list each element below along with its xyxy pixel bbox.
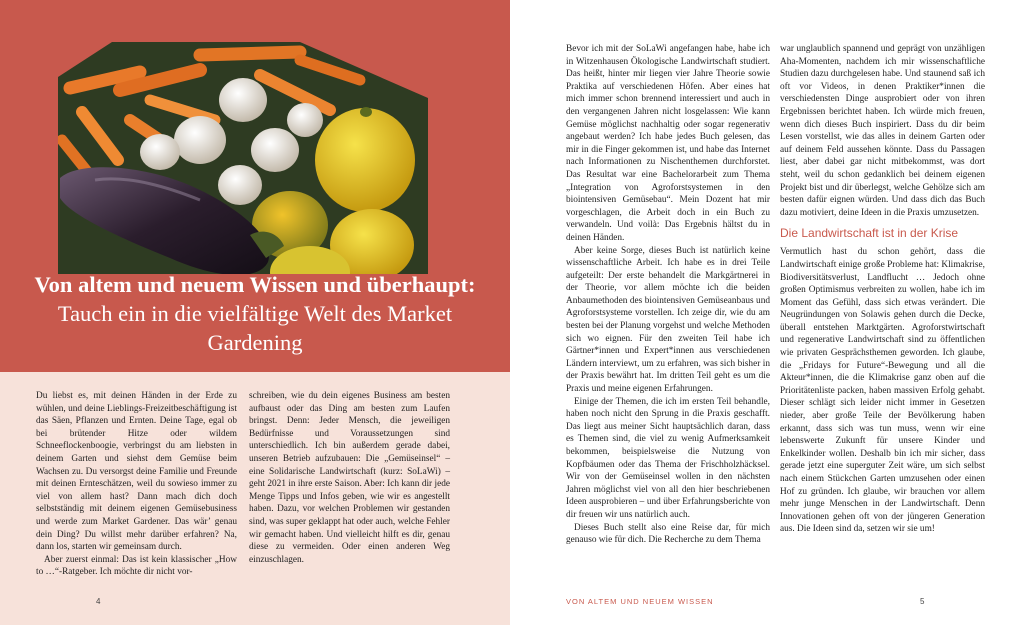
paragraph: Dieses Buch stellt also eine Reise dar, für mich genauso wie für dich. Die Recherche zu dem Thema [566,522,770,546]
running-head: VON ALTEM UND NEUEM WISSEN [566,597,714,606]
left-column-2 [249,390,450,566]
paragraph: Einige der Themen, die ich im ersten Teil behandle, haben noch nicht den Sprung in die Praxis geschafft. Das liegt aus meiner Sicht hauptsächlich daran, dass es Themen sind, die viel zu wenig Aufmerksamkeit bekommen, beispielsweise die Nutzung von Kopfbäumen oder das Thema der Frischholzhäcksel. Wir von der Gemüseinsel wollen in den nächsten Jahren möglichst viel von all den hier beschriebenen Ideen ausprobieren – und über Erfahrungsberichte von dir freuen wir uns natürlich auch. [566,396,770,520]
paragraph: Vermutlich hast du schon gehört, dass die Landwirtschaft einige große Probleme hat: Klimakrise, Biodiversitätsverlust, Landflucht … Jedoch ohne großen Optimismus verbreiten zu wollen, habe ich im Moment das Gefühl, dass sich etwas verändert. Die Neugründungen von Solawis gehen durch die Decke, überall entstehen Marktgärten. Agroforstwirtschaft und regenerative Landwirtschaft sind zu öffentlichen wie privaten Gesprächsthemen geworden. Ich glaube, die „Fridays for Future“-Bewegung und all die Akteur*innen, die die Klimakrise ganz oben auf die Prioritätenliste packen, haben massiven Erfolg gehabt. Dieser schlägt sich leider nicht immer in Gesetzen nieder, aber große Teile der Bevölkerung haben erkannt, dass sich was tun muss, wenn wir eine lebenswerte Zukunft für unsere Kinder und Enkelkinder wollen. Deshalb bin ich mir sicher, dass gerade jetzt eine superguter Zeit wäre, um sich selbst nach einem Stückchen Garten umzusehen oder einen Hof zu gründen. Ich glaube, wir brauchen vor allem mehr junge Menschen in der Landwirtschaft. Denn Innovationen gehen oft von der jüngeren Generation aus. Die Ideen sind da, setzen wir sie um! [780,247,985,535]
hero-banner [0,0,510,372]
left-column-1 [36,390,237,579]
chapter-title-regular: Tauch ein in die vielfältige Welt des Market Gardening [57,301,453,355]
right-page [510,0,1020,625]
paragraph: Aber zuerst einmal: Das ist kein klassischer „How to …“-Ratgeber. Ich möchte dir nicht vor- [36,554,237,578]
paragraph: war unglaublich spannend und geprägt von unzähligen Aha-Momenten, nachdem ich mir wissenschaftliche Studien dazu durchgelesen habe. Und staunend saß ich oft vor Videos, in denen Praktiker*innen die verschiedensten Dinge ausprobiert oder von ihren Ergebnissen berichtet haben. Ich würde mich freuen, wenn dich dieses Buch inspiriert. Dass du dir beim Lesen vorstellst, wie das alles in deinem Garten oder auf deinem Feld aussehen könnte. Dass du Passagen liest, aber dabei gar nicht mitbekommst, was dort steht, weil du schon gedanklich bei deinem eigenen Projekt bist und dir überlegst, welche Gehölze sich am besten dafür eignen würden. Und dass dich das Buch dazu motiviert, deine Ideen in die Praxis umzusetzen. [780,44,985,218]
paragraph: Du liebst es, mit deinen Händen in der Erde zu wühlen, und deine Lieblings-Freizeitbeschäftigung ist das Säen, Pflanzen und Ernten. Deine Tage, egal ob bei brütender Hitze oder wildem Schneeflockenboogie, verbringst du am liebsten in deinem Garten und siehst dem Gemüse beim Wachsen zu. Du versorgst deine Familie und Freunde mit deinen Ernteschätzen, weil du sowieso immer zu viel von allem hast? Dann mach dich doch selbstständig mit deinem eigenen Gemüsebusiness und werde zum Market Gardener. Das wär’ genau dein Ding? Du willst mehr darüber erfahren? Na, dann los, starten wir gemeinsam durch. [36,391,237,553]
right-column-2 [780,43,985,536]
chapter-title-bold: Von altem und neuem Wissen und überhaupt: [34,272,476,297]
page-number-right: 5 [920,597,925,606]
paragraph: schreiben, wie du dein eigenes Business am besten aufbaust oder das Ding am besten zum Laufen bringst. Denn: Jeder Mensch, die jeweiligen Bedürfnisse und Voraussetzungen sind unterschiedlich. Ich bin außerdem gerade dabei, unseren Betrieb aufzubauen: Die „Gemüseinsel“ – eine Solidarische Landwirtschaft (kurz: SoLaWi) – geht 2021 in ihre erste Saison. Aber: Ich kann dir jede Menge Tipps und Infos geben, wie wir es angestellt haben. Dazu, vor welchen Problemen wir gestanden sind, was super geklappt hat oder auch, welche Fehler wir gemacht haben. Und vielleicht hilft es dir, genau diese zu vermeiden. Oder einen anderen Weg einzuschlagen. [249,391,450,565]
right-column-1 [566,43,770,547]
paragraph: Aber keine Sorge, dieses Buch ist natürlich keine wissenschaftliche Arbeit. Ich habe es in drei Teile aufgeteilt: Der erste behandelt die Markgärtnerei in der Theorie, vor allem möchte ich die beiden Anbaumethoden des biointensiven Gemüseanbaus und Agroforstsysteme vorstellen. Ich zeige dir, wie du am besten bei der Planung vorgehst und welche Methoden sich wo eignen. Für den zweiten Teil habe ich Gärtner*innen und Expert*innen aus verschiedenen Ländern interviewt, um zu erfahren, was sich bisher in der Praxis bewährt hat. Im dritten Teil geht es um die Praxis und meine eigenen Erfahrungen. [566,245,770,395]
subheading: Die Landwirtschaft ist in der Krise [780,226,959,241]
page-number-left: 4 [96,597,101,606]
paragraph: Bevor ich mit der SoLaWi angefangen habe, habe ich in Witzenhausen Ökologische Landwirtschaft studiert. Das heißt, hinter mir liegen vier Jahre Theorie sowie Praktika auf verschiedenen Höfen. Aber eines hat mich immer schon brennend interessiert und auch in den vergangenen Jahren nicht losgelassen: Wie kann Gemüse möglichst nachhaltig oder sogar regenerativ angebaut werden? Ich habe jedes Buch gelesen, das mir in die Finger gekommen ist, und habe das Internet nach Informationen zu Nischenthemen durchforstet. Das Resultat war eine Bachelorarbeit zum Thema „Integration von Agroforstsystemen in den biointensiven Gemüsebau“. Mein Dozent hat mir vorgeschlagen, die Arbeit doch in ein Buch zu verwandeln. Und voilà: Das Ergebnis hältst du in deinen Händen. [566,44,770,243]
chapter-title [24,270,486,357]
